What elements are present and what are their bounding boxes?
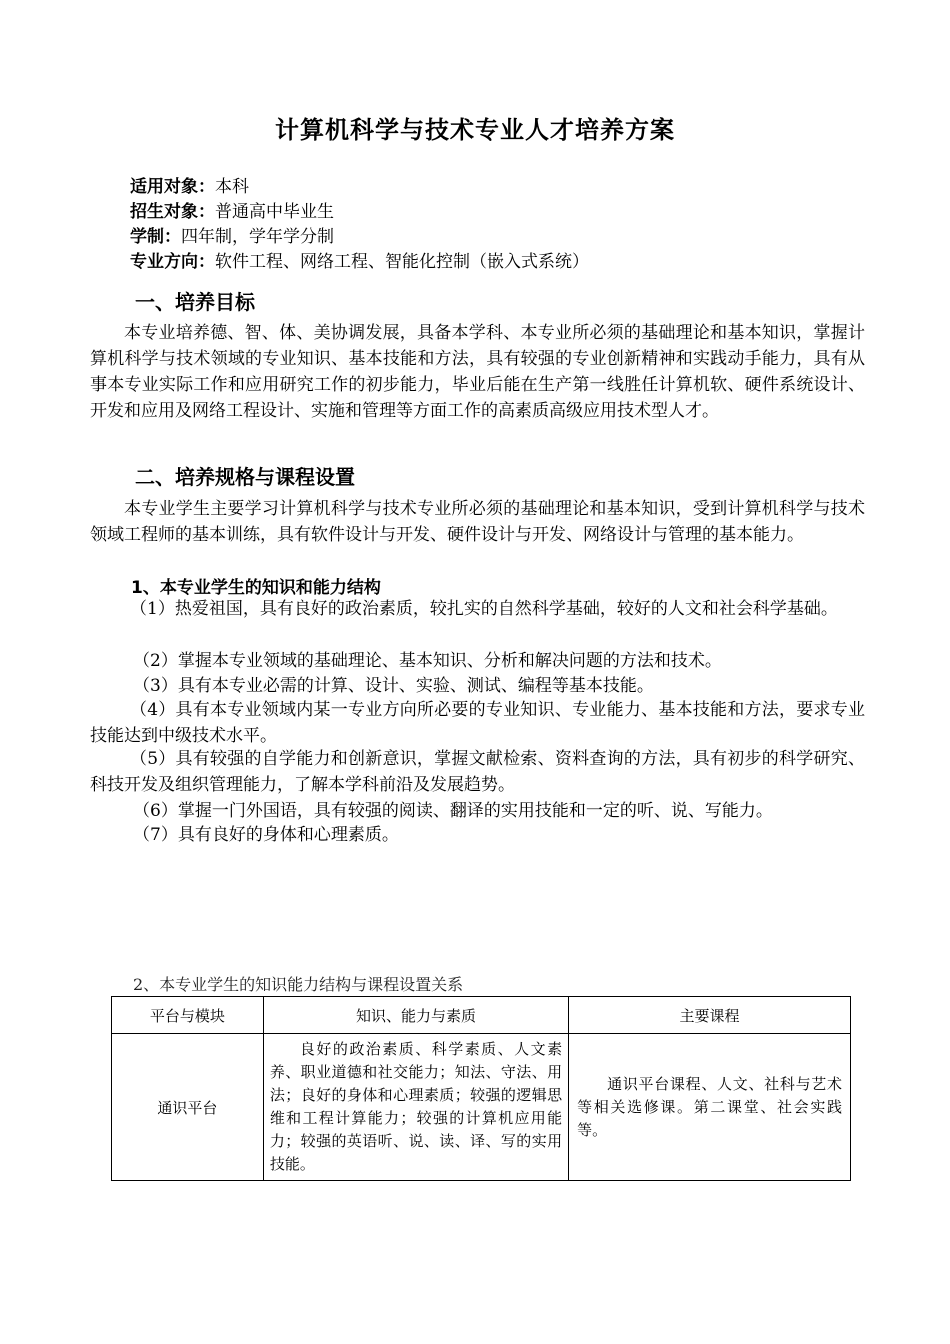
cell-ability: 良好的政治素质、科学素质、人文素养、职业道德和社交能力；知法、守法、用法；良好的身体和心理素质；较强的逻辑思维和工程计算能力；较强的计算机应用能力；较强的英语听、说、读、译、写的实用技能。 <box>263 1034 568 1181</box>
list-item: （7）具有良好的身体和心理素质。 <box>133 825 399 845</box>
meta-label: 专业方向： <box>130 252 215 272</box>
curriculum-table <box>111 996 851 1181</box>
list-item: （6）掌握一门外国语，具有较强的阅读、翻译的实用技能和一定的听、说、写能力。 <box>133 801 773 821</box>
list-item: （3）具有本专业必需的计算、设计、实验、测试、编程等基本技能。 <box>133 676 654 696</box>
list-item: （4）具有本专业领域内某一专业方向所必要的专业知识、专业能力、基本技能和方法，要求专业技能达到中级技术水平。 <box>90 700 865 746</box>
cell-courses: 通识平台课程、人文、社科与艺术等相关选修课。第二课堂、社会实践等。 <box>569 1034 851 1181</box>
table-row <box>112 1034 851 1181</box>
meta-value: 软件工程、网络工程、智能化控制（嵌入式系统） <box>215 252 589 272</box>
section1-heading: 一、培养目标 <box>135 290 255 314</box>
meta-value: 四年制，学年学分制 <box>181 227 334 247</box>
meta-label: 适用对象： <box>130 177 215 197</box>
list-item: （2）掌握本专业领域的基础理论、基本知识、分析和解决问题的方法和技术。 <box>133 651 722 671</box>
table-header-row <box>112 997 851 1034</box>
header-cell-courses: 主要课程 <box>569 997 851 1034</box>
subsection1-heading: 1、本专业学生的知识和能力结构 <box>131 578 381 598</box>
meta-audience <box>130 175 249 200</box>
section1-paragraph: 本专业培养德、智、体、美协调发展，具备本学科、本专业所必须的基础理论和基本知识，掌握计算机科学与技术领域的专业知识、基本技能和方法，具有较强的专业创新精神和实践动手能力，具有从事本专业实际工作和应用研究工作的初步能力，毕业后能在生产第一线胜任计算机软、硬件系统设计、开发和应用及网络工程设计、实施和管理等方面工作的高素质高级应用技术型人才。 <box>90 323 865 421</box>
section2-paragraph: 本专业学生主要学习计算机科学与技术专业所必须的基础理论和基本知识，受到计算机科学与技术领域工程师的基本训练，具有软件设计与开发、硬件设计与开发、网络设计与管理的基本能力。 <box>90 499 865 545</box>
meta-direction <box>130 250 589 275</box>
header-cell-platform: 平台与模块 <box>112 997 264 1034</box>
table-caption: 2、本专业学生的知识能力结构与课程设置关系 <box>133 975 464 994</box>
page-title: 计算机科学与技术专业人才培养方案 <box>275 116 675 144</box>
list-item: （1）热爱祖国，具有良好的政治素质，较扎实的自然科学基础，较好的人文和社会科学基础。 <box>130 599 838 619</box>
meta-system <box>130 225 334 250</box>
meta-value: 本科 <box>215 177 249 197</box>
meta-label: 招生对象： <box>130 202 215 222</box>
cell-platform: 通识平台 <box>112 1034 264 1181</box>
list-item: （5）具有较强的自学能力和创新意识，掌握文献检索、资料查询的方法，具有初步的科学研究、科技开发及组织管理能力，了解本学科前沿及发展趋势。 <box>90 749 865 795</box>
meta-enrollment <box>130 200 334 225</box>
meta-value: 普通高中毕业生 <box>215 202 334 222</box>
header-cell-ability: 知识、能力与素质 <box>263 997 568 1034</box>
meta-label: 学制： <box>130 227 181 247</box>
section2-heading: 二、培养规格与课程设置 <box>135 465 355 489</box>
